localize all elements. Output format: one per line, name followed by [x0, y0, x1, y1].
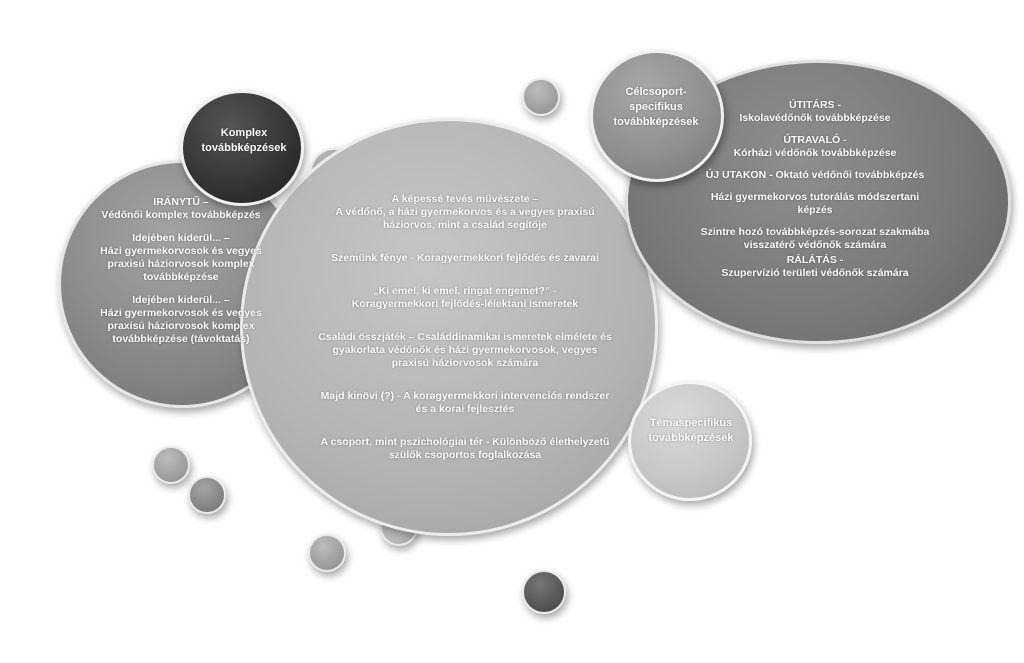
course-line: Szintre hozó továbbképzés-sorozat szakmába — [700, 226, 930, 238]
course-line: Családi összjáték – Családdinamikai ismeretek elmélete és — [318, 331, 612, 343]
decorative-bubble — [522, 570, 566, 614]
course-title: Idejében kiderül... – — [132, 294, 230, 306]
course-line: Házi gyermekorvosok és vegyes — [100, 245, 262, 257]
label-line: továbbképzések — [201, 142, 287, 154]
course-line: praxisú háziorvosok komplex — [107, 258, 255, 270]
course-line: szülők csoportos foglalkozása — [388, 449, 542, 461]
course-line: ÚJ UTAKON - Oktató védőnői továbbképzés — [705, 169, 925, 181]
course-line: visszatérő védőnők számára — [743, 239, 887, 251]
course-entry — [290, 193, 640, 232]
course-line: gyakorlata védőnők és házi gyermekorvosok, vegyes — [332, 344, 598, 356]
decorative-bubble — [152, 446, 190, 484]
center-course-list — [290, 193, 640, 472]
course-title: Idejében kiderül... – — [132, 232, 230, 244]
decorative-bubble — [308, 534, 346, 572]
course-entry — [660, 134, 970, 160]
course-entry — [290, 390, 640, 416]
course-title: ÚTITÁRS - — [789, 99, 841, 111]
decorative-bubble — [188, 476, 226, 514]
course-line: Majd kinövi (?) - A koragyermekkori intervenciós rendszer — [320, 390, 610, 402]
course-entry — [290, 436, 640, 462]
course-entry — [660, 169, 970, 182]
course-entry — [66, 294, 296, 346]
course-line: képzés — [797, 204, 833, 216]
course-line: továbbképzése (távoktatás) — [112, 333, 250, 345]
course-entry — [660, 191, 970, 217]
label-line: továbbképzések — [648, 432, 734, 444]
course-title: IRÁNYTŰ – — [153, 196, 209, 208]
course-line: A csoport, mint pszichológiai tér - Különböző élethelyzetű — [320, 436, 610, 448]
course-line: „Ki emel, ki emel, ringat engemet?” - — [373, 285, 557, 297]
course-entry — [660, 254, 970, 280]
course-line: praxisú háziorvosok komplex — [107, 320, 255, 332]
course-line: A védőnő, a házi gyermekorvos és a vegyes praxisú — [335, 206, 595, 218]
right-course-list — [660, 99, 970, 290]
course-entry — [290, 252, 640, 265]
course-entry — [290, 331, 640, 370]
course-title: ÚTRAVALÓ - — [783, 134, 847, 146]
course-entry — [66, 196, 296, 222]
tema-header-label — [632, 416, 750, 446]
course-entry — [66, 232, 296, 284]
course-line: Védőnői komplex továbbképzés — [101, 209, 261, 221]
course-line: háziorvos, mint a család segítője — [383, 219, 547, 231]
course-line: továbbképzése — [143, 271, 219, 283]
course-line: és a korai fejlesztés — [415, 403, 515, 415]
label-line: Komplex — [220, 127, 268, 139]
course-line: Kórházi védőnők továbbképzése — [733, 147, 897, 159]
label-line: Témaspecifikus — [649, 417, 733, 429]
label-line: továbbképzések — [613, 116, 699, 128]
course-line: Házi gyermekorvosok és vegyes — [100, 307, 262, 319]
course-entry — [660, 226, 970, 252]
left-course-list — [66, 196, 296, 356]
course-title: RÁLÁTÁS - — [786, 254, 844, 266]
course-line: Szemünk fénye - Koragyermekkori fejlődés és zavarai — [331, 252, 599, 264]
komplex-header-label — [185, 126, 303, 156]
course-line: praxisú háziorvosok számára — [391, 357, 539, 369]
decorative-bubble — [522, 78, 560, 116]
course-line: Iskolavédőnők továbbképzése — [739, 112, 891, 124]
course-entry — [660, 99, 970, 125]
course-entry — [290, 285, 640, 311]
course-line: Házi gyermekorvos tutorálás módszertani — [710, 191, 920, 203]
course-line: A képessé tevés művészete – — [391, 193, 539, 205]
course-line: Koragyermekkori fejlődés-lélektani ismeretek — [351, 298, 579, 310]
label-line: Célcsoport- — [625, 86, 687, 98]
label-line: specifikus — [629, 101, 683, 113]
course-line: Szupervízió területi védőnők számára — [721, 267, 909, 279]
